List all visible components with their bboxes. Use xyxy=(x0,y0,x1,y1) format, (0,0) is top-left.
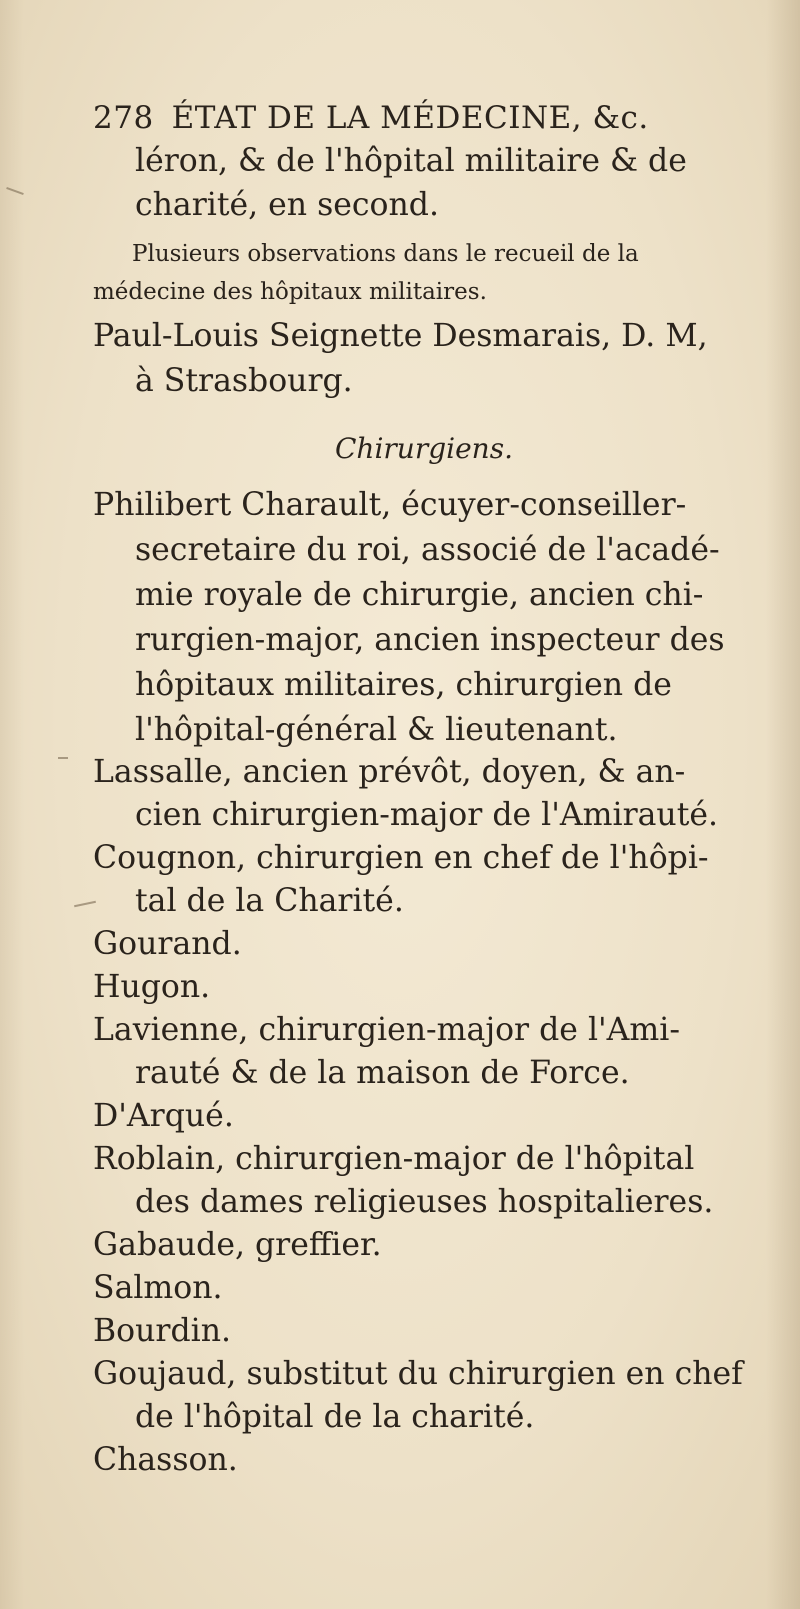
text-line: léron, & de l'hôpital militaire & de xyxy=(135,143,687,179)
entry-line: tal de la Charité. xyxy=(135,883,404,919)
entry-line: cien chirurgien-major de l'Amirauté. xyxy=(135,797,719,833)
text-line-small: Plusieurs observations dans le recueil de la xyxy=(132,241,639,267)
entry-line: hôpitaux militaires, chirurgien de xyxy=(135,667,672,703)
entry-line: Gabaude, greffier. xyxy=(93,1227,382,1263)
text-line-small: médecine des hôpitaux militaires. xyxy=(93,279,487,305)
entry-line: Hugon. xyxy=(93,969,211,1005)
entry-line: Philibert Charault, écuyer-conseiller- xyxy=(93,487,687,523)
entry-line: rauté & de la maison de Force. xyxy=(135,1055,630,1091)
entry-line: Gourand. xyxy=(93,926,242,962)
entry-line: Lassalle, ancien prévôt, doyen, & an- xyxy=(93,754,686,790)
entry-line: secretaire du roi, associé de l'acadé- xyxy=(135,532,720,568)
entry-line: D'Arqué. xyxy=(93,1098,234,1134)
entry-line: Roblain, chirurgien-major de l'hôpital xyxy=(93,1141,695,1177)
page-number: 278 xyxy=(93,100,154,136)
entry-line: Goujaud, substitut du chirurgien en chef xyxy=(93,1356,743,1392)
page-gutter-shadow xyxy=(0,0,24,1609)
entry-line: Cougnon, chirurgien en chef de l'hôpi- xyxy=(93,840,709,876)
entry-line: des dames religieuses hospitalieres. xyxy=(135,1184,714,1220)
text-line: charité, en second. xyxy=(135,187,439,223)
text-line: Paul-Louis Seignette Desmarais, D. M, xyxy=(93,318,708,354)
text-line: à Strasbourg. xyxy=(135,363,353,399)
entry-line: Chasson. xyxy=(93,1442,238,1478)
running-head xyxy=(93,100,753,136)
running-title: ÉTAT DE LA MÉDECINE, &c. xyxy=(171,100,649,136)
entry-line: Salmon. xyxy=(93,1270,223,1306)
entry-line: mie royale de chirurgie, ancien chi- xyxy=(135,577,704,613)
section-heading: Chirurgiens. xyxy=(335,432,513,465)
entry-line: Bourdin. xyxy=(93,1313,231,1349)
page-edge-shadow xyxy=(766,0,800,1609)
entry-line: de l'hôpital de la charité. xyxy=(135,1399,535,1435)
margin-mark xyxy=(58,757,68,759)
entry-line: rurgien-major, ancien inspecteur des xyxy=(135,622,725,658)
entry-line: Lavienne, chirurgien-major de l'Ami- xyxy=(93,1012,681,1048)
margin-mark xyxy=(74,901,96,908)
entry-line: l'hôpital-général & lieutenant. xyxy=(135,712,618,748)
